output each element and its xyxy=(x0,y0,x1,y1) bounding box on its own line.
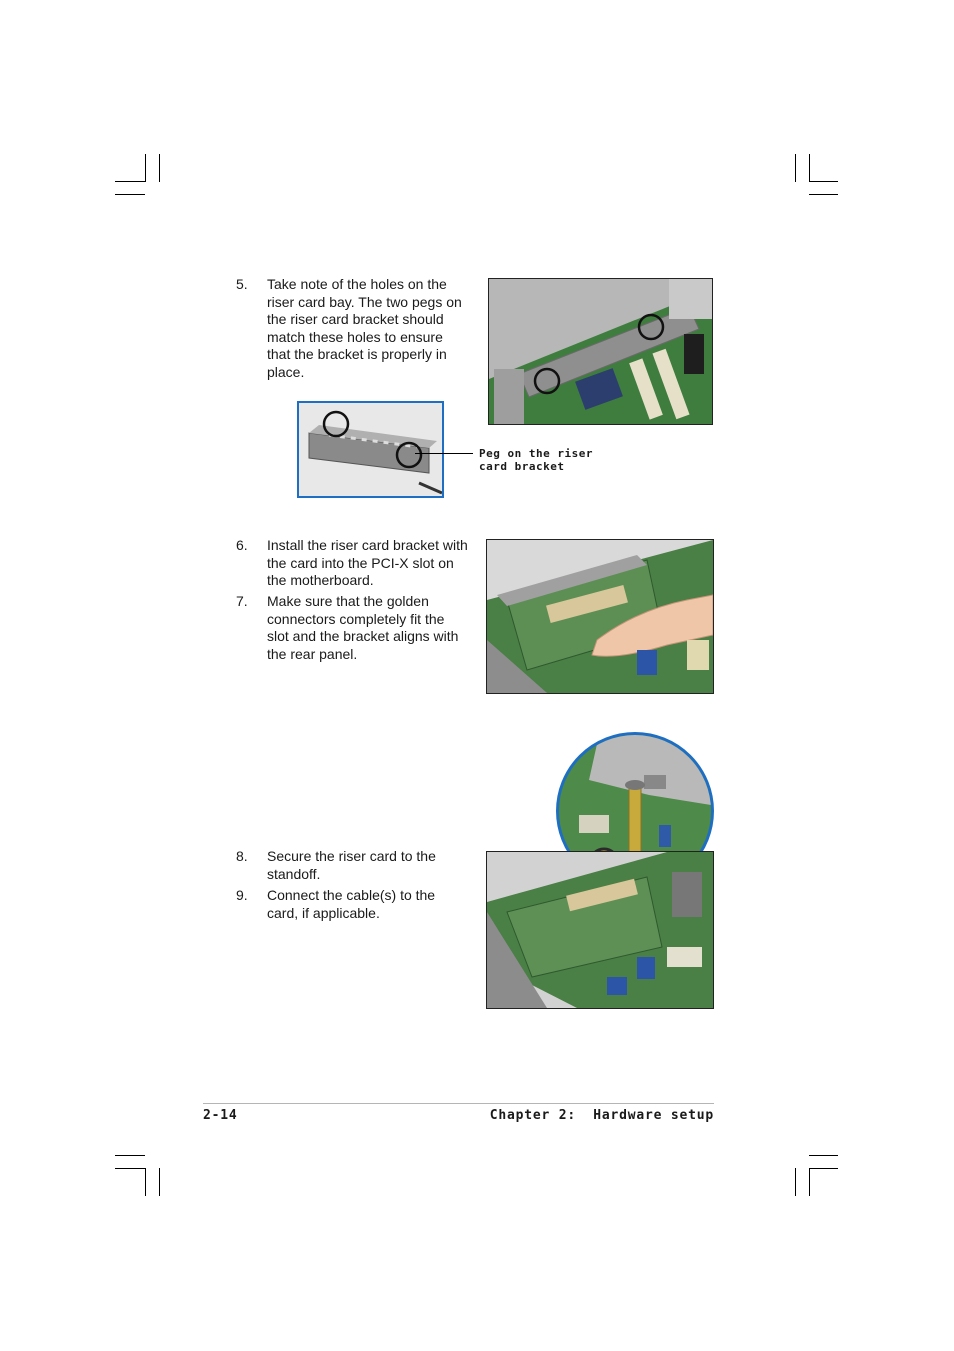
step-line: that the bracket is properly in xyxy=(267,346,447,362)
step-text xyxy=(267,537,468,590)
step-line: the rear panel. xyxy=(267,645,358,662)
crop-mark xyxy=(115,181,145,182)
step-number: 7. xyxy=(236,593,248,609)
step-number: 5. xyxy=(236,276,248,292)
step-line: card, if applicable. xyxy=(267,904,380,921)
crop-mark xyxy=(159,1168,160,1196)
step-line: Install the riser card bracket with xyxy=(267,537,468,553)
step-line: the card into the PCI-X slot on xyxy=(267,554,454,571)
riser-card-bay-photo xyxy=(488,278,713,425)
step-line: standoff. xyxy=(267,865,321,882)
callout-line: card bracket xyxy=(479,460,565,473)
crop-mark xyxy=(145,1168,146,1196)
step-line: Connect the cable(s) to the xyxy=(267,887,436,903)
crop-mark xyxy=(809,1155,838,1156)
step-line: Take note of the holes on the xyxy=(267,276,447,292)
callout-leader-line xyxy=(415,453,473,454)
step-number: 9. xyxy=(236,887,248,903)
step-line: slot and the bracket aligns with xyxy=(267,628,459,644)
page-number: 2-14 xyxy=(203,1108,238,1123)
crop-mark xyxy=(145,154,146,182)
crop-mark xyxy=(159,154,160,182)
install-riser-bracket-photo xyxy=(486,539,714,694)
step-text xyxy=(267,593,458,663)
step-line: riser card bay. The two pegs on xyxy=(267,293,462,310)
step-number: 8. xyxy=(236,848,248,864)
step-line: connectors completely fit the xyxy=(267,610,445,627)
crop-mark xyxy=(809,1168,838,1169)
crop-mark xyxy=(809,181,838,182)
step-line: place. xyxy=(267,363,305,380)
crop-mark xyxy=(115,1168,145,1169)
crop-mark xyxy=(809,194,838,195)
crop-mark xyxy=(115,194,145,195)
step-line: Secure the riser card to the xyxy=(267,848,436,864)
step-text xyxy=(267,276,462,381)
crop-mark xyxy=(795,1168,796,1196)
step-line: the motherboard. xyxy=(267,572,374,588)
callout-line: Peg on the riser xyxy=(479,447,593,460)
step-number: 6. xyxy=(236,537,248,553)
step-line: Make sure that the golden xyxy=(267,593,429,609)
peg-callout-label xyxy=(479,447,593,473)
step-line: the riser card bracket should xyxy=(267,311,444,327)
crop-mark xyxy=(115,1155,145,1156)
riser-bracket-peg-inset xyxy=(297,401,444,498)
step-text xyxy=(267,887,435,922)
riser-card-secured-photo xyxy=(486,851,714,1009)
crop-mark xyxy=(795,154,796,182)
step-text xyxy=(267,848,436,883)
step-line: match these holes to ensure xyxy=(267,328,443,345)
crop-mark xyxy=(809,154,810,182)
chapter-title: Chapter 2: Hardware setup xyxy=(489,1108,714,1123)
crop-mark xyxy=(809,1168,810,1196)
footer-rule xyxy=(203,1103,714,1104)
